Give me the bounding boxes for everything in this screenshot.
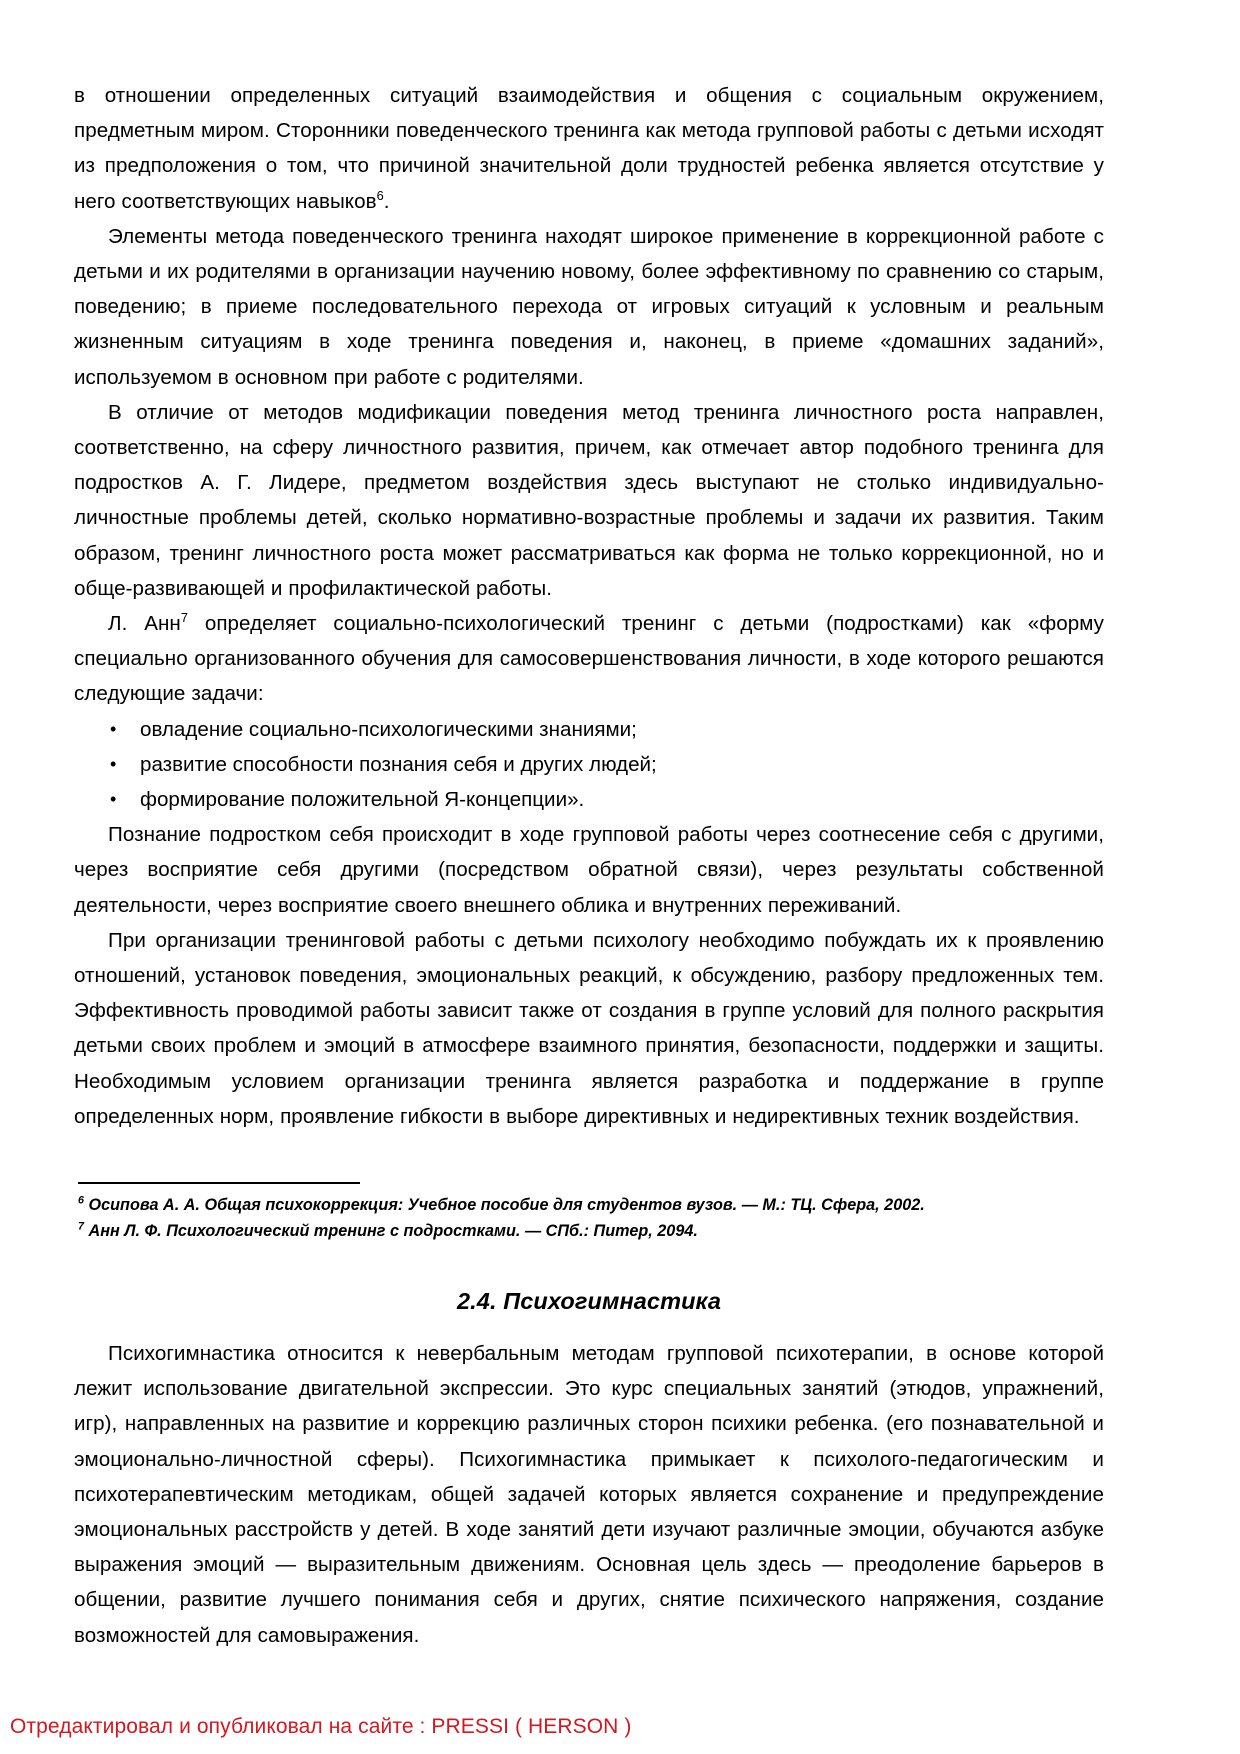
paragraph-5: Познание подростком себя происходит в ходе групповой работы через соотнесение себя с другими, через восприятие себя другими (посредством обратной связи), через результаты собственной деятельности, через восприятие своего внешнего облика и внутренних переживаний. — [74, 823, 1104, 917]
section-paragraph-1: Психогимнастика относится к невербальным методам групповой психотерапии, в основе которой лежит использование двигательной экспрессии. Это курс специальных занятий (этюдов, упражнений, игр), направленных на развитие и коррекцию различных сторон психики ребенка. (его познавательной и эмоционально-личностной сферы). Психогимнастика примыкает к психолого-педагогическим и психотерапевтическим методикам, общей задачей которых является сохранение и предупреждение эмоциональных расстройств у детей. В ходе занятий дети изучают различные эмоции, обучаются азбуке выражения эмоций — выразительным движениям. Основная цель здесь — преодоление барьеров в общении, развитие лучшего понимания себя и других, снятие психического напряжения, создание возможностей для самовыражения. — [74, 1342, 1104, 1647]
footnote-6 — [74, 1192, 1104, 1218]
paragraph-1 — [74, 78, 1104, 219]
bullet-icon: • — [110, 718, 117, 739]
paragraph-2: Элементы метода поведенческого тренинга находят широкое применение в коррекционной работе с детьми и их родителями в организации научению новому, более эффективному по сравнению со старым, поведению; в приеме последовательного перехода от игровых ситуаций к условным и реальным жизненным ситуациям в ходе тренинга поведения и, наконец, в приеме «домашних заданий», используемом в основном при работе с родителями. — [74, 224, 1104, 389]
main-text-column — [74, 78, 1104, 1134]
footnote-block — [74, 1182, 1104, 1244]
list-item-label: формирование положительной Я-концепции». — [140, 788, 585, 812]
paragraph-4-head: Л. Анн — [108, 612, 181, 636]
paragraph-1-text: в отношении определенных ситуаций взаимодействия и общения с социальным окружением, предметным миром. Сторонники поведенческого тренинга как метода групповой работы с детьми исходят из предположения о том, что причиной значительной доли трудностей ребенка является отсутствие у него соответствующих навыков — [74, 84, 1104, 213]
footnote-marker-6: 6 — [78, 1194, 84, 1207]
footnote-7 — [74, 1218, 1104, 1244]
list-item-label: развитие способности познания себя и других людей; — [140, 752, 657, 776]
footnote-separator-rule — [78, 1182, 360, 1184]
footnote-reference-7[interactable]: 7 — [180, 610, 188, 626]
paragraph-6: При организации тренинговой работы с детьми психологу необходимо побуждать их к проявлению отношений, установок поведения, эмоциональных реакций, к обсуждению, разбору предложенных тем. Эффективность проводимой работы зависит также от создания в группе условий для полного раскрытия детьми своих проблем и эмоций в атмосфере взаимного принятия, безопасности, поддержки и защиты. Необходимым условием организации тренинга является разработка и поддержание в группе определенных норм, проявление гибкости в выборе директивных и недирективных техник воздействия. — [74, 928, 1104, 1128]
footnote-marker-7: 7 — [78, 1220, 84, 1233]
paragraph-4-tail: определяет социально-психологический тренинг с детьми (подростками) как «форму специально организованного обучения для самосовершенствования личности, в ходе которого решаются следующие задачи: — [74, 612, 1104, 706]
bullet-icon: • — [110, 753, 117, 774]
paragraph-3: В отличие от методов модификации поведения метод тренинга личностного роста направлен, соответственно, на сферу личностного развития, причем, как отмечает автор подобного тренинга для подростков А. Г. Лидере, предметом воздействия здесь выступают не столько индивидуально-личностные проблемы детей, сколько нормативно-возрастные проблемы и задачи их развития. Таким образом, тренинг личностного роста может рассматриваться как форма не только коррекционной, но и обще-развивающей и профилактической работы. — [74, 400, 1104, 600]
footnote-6-text: Осипова А. А. Общая психокоррекция: Учебное пособие для студентов вузов. — М.: ТЦ. Сфера, 2002. — [88, 1196, 925, 1214]
footnote-reference-6[interactable]: 6 — [376, 187, 384, 203]
tasks-bullet-list — [74, 712, 1104, 818]
publisher-footer-banner: Отредактировал и опубликовал на сайте : PRESSI ( HERSON ) — [10, 1715, 632, 1738]
section-heading: 2.4. Психогимнастика — [456, 1288, 722, 1314]
bullet-icon: • — [110, 789, 117, 810]
paragraph-4 — [74, 606, 1104, 712]
list-item-label: овладение социально-психологическими знаниями; — [140, 717, 637, 741]
list-item — [74, 747, 1104, 782]
paragraph-1-tail: . — [383, 189, 390, 213]
footnote-7-text: Анн Л. Ф. Психологический тренинг с подростками. — СПб.: Питер, 2094. — [88, 1222, 698, 1240]
list-item — [74, 712, 1104, 747]
section-text-column — [74, 1336, 1104, 1653]
list-item — [74, 782, 1104, 817]
